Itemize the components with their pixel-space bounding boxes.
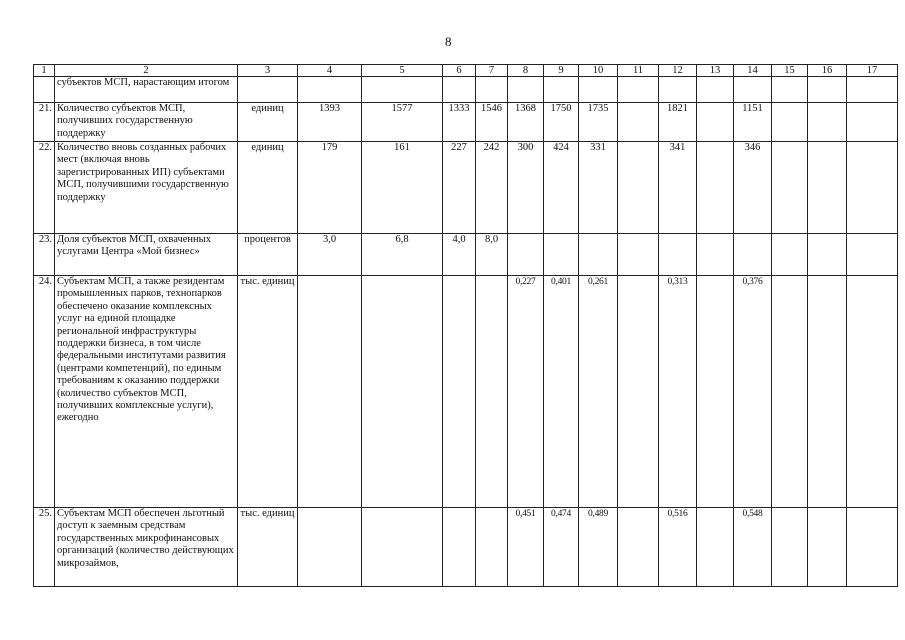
table-row [34,276,898,508]
value-cell [847,234,898,276]
value-cell: 0,313 [659,276,697,508]
value-cell [808,103,847,142]
value-cell [847,508,898,587]
value-cell [697,508,734,587]
value-cell: 0,261 [579,276,618,508]
value-cell [362,77,443,103]
value-cell: 1333 [443,103,476,142]
value-cell: 161 [362,142,443,234]
indicator-name: Доля субъектов МСП, охваченных услугами Центра «Мой бизнес» [55,234,238,276]
column-number-header: 12 [659,65,697,77]
unit-cell: процентов [238,234,298,276]
table-row [34,77,898,103]
value-cell [847,276,898,508]
value-cell: 0,451 [508,508,544,587]
value-cell: 331 [579,142,618,234]
value-cell: 0,401 [544,276,579,508]
value-cell: 1577 [362,103,443,142]
value-cell: 6,8 [362,234,443,276]
value-cell [476,276,508,508]
value-cell [618,77,659,103]
column-number-header: 7 [476,65,508,77]
value-cell: 341 [659,142,697,234]
value-cell [772,77,808,103]
value-cell: 424 [544,142,579,234]
column-number-header: 16 [808,65,847,77]
indicator-name: Субъектам МСП, а также резидентам промышленных парков, технопарков обеспечено оказание комплексных услуг на единой площадке региональной инфраструктуры поддержки бизнеса, в том числе федеральными институтами развития (центрами компетенций), по единым требованиям к оказанию поддержки (количество субъектов МСП, получивших комплексные услуги), ежегодно [55,276,238,508]
value-cell [618,103,659,142]
value-cell: 300 [508,142,544,234]
table-row [34,142,898,234]
column-number-header: 3 [238,65,298,77]
value-cell [697,77,734,103]
indicators-table [33,64,898,587]
unit-cell: тыс. единиц [238,508,298,587]
value-cell [772,508,808,587]
column-number-header: 11 [618,65,659,77]
value-cell [618,276,659,508]
value-cell [734,77,772,103]
column-number-header: 6 [443,65,476,77]
row-number: 21. [34,103,55,142]
column-number-header: 14 [734,65,772,77]
value-cell: 4,0 [443,234,476,276]
page-number: 8 [445,34,452,49]
value-cell [579,77,618,103]
row-number: 25. [34,508,55,587]
row-number: 22. [34,142,55,234]
value-cell: 227 [443,142,476,234]
value-cell [659,234,697,276]
value-cell [734,234,772,276]
column-number-header: 2 [55,65,238,77]
value-cell: 0,516 [659,508,697,587]
value-cell [808,77,847,103]
indicator-name: Субъектам МСП обеспечен льготный доступ к заемным средствам государственных микрофинансовых организаций (количество действующих микрозаймов, [55,508,238,587]
value-cell: 0,227 [508,276,544,508]
column-number-header: 5 [362,65,443,77]
value-cell [847,142,898,234]
value-cell [847,77,898,103]
value-cell [808,508,847,587]
unit-cell: единиц [238,142,298,234]
value-cell [618,508,659,587]
value-cell: 1546 [476,103,508,142]
column-number-header: 13 [697,65,734,77]
indicator-name: Количество субъектов МСП, получивших государственную поддержку [55,103,238,142]
value-cell [808,234,847,276]
table-row [34,103,898,142]
row-number: 24. [34,276,55,508]
value-cell [772,234,808,276]
value-cell: 346 [734,142,772,234]
unit-cell [238,77,298,103]
column-number-header: 17 [847,65,898,77]
value-cell [476,77,508,103]
value-cell [697,276,734,508]
value-cell [618,234,659,276]
value-cell: 1750 [544,103,579,142]
value-cell: 8,0 [476,234,508,276]
value-cell [659,77,697,103]
value-cell: 179 [298,142,362,234]
value-cell [362,508,443,587]
value-cell [476,508,508,587]
value-cell: 242 [476,142,508,234]
value-cell [847,103,898,142]
value-cell: 1821 [659,103,697,142]
value-cell [697,142,734,234]
indicator-name: Количество вновь созданных рабочих мест (включая вновь зарегистрированных ИП) субъектами МСП, получившими государственную поддержку [55,142,238,234]
value-cell [508,234,544,276]
unit-cell: тыс. единиц [238,276,298,508]
value-cell [697,103,734,142]
column-number-header: 9 [544,65,579,77]
value-cell [808,276,847,508]
value-cell [508,77,544,103]
row-number: 23. [34,234,55,276]
value-cell: 0,474 [544,508,579,587]
value-cell [443,508,476,587]
value-cell [298,276,362,508]
column-number-header: 1 [34,65,55,77]
value-cell [579,234,618,276]
value-cell [697,234,734,276]
unit-cell: единиц [238,103,298,142]
column-number-header: 10 [579,65,618,77]
value-cell [298,508,362,587]
value-cell: 0,489 [579,508,618,587]
column-number-header: 15 [772,65,808,77]
value-cell [772,103,808,142]
value-cell [362,276,443,508]
value-cell: 1368 [508,103,544,142]
indicator-name: субъектов МСП, нарастающим итогом [55,77,238,103]
header-row [34,65,898,77]
value-cell: 0,376 [734,276,772,508]
value-cell: 0,548 [734,508,772,587]
value-cell: 1393 [298,103,362,142]
value-cell [443,276,476,508]
value-cell [298,77,362,103]
value-cell [772,276,808,508]
value-cell [772,142,808,234]
value-cell [443,77,476,103]
column-number-header: 4 [298,65,362,77]
row-number [34,77,55,103]
value-cell: 1151 [734,103,772,142]
value-cell: 1735 [579,103,618,142]
column-number-header: 8 [508,65,544,77]
table-row [34,508,898,587]
value-cell [808,142,847,234]
value-cell [544,234,579,276]
value-cell [544,77,579,103]
value-cell: 3,0 [298,234,362,276]
value-cell [618,142,659,234]
table-row [34,234,898,276]
